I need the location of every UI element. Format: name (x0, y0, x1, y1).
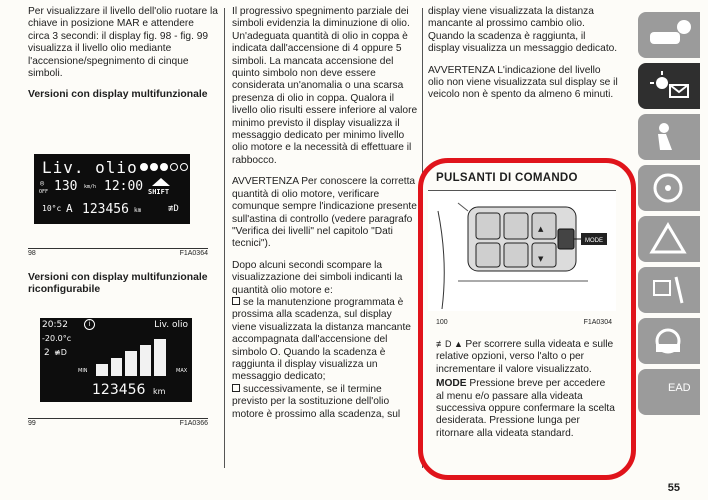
page-number: 55 (667, 482, 680, 494)
lcd99-gear: 2 (44, 348, 50, 358)
chapter-sidebar (638, 12, 708, 420)
section-title: PULSANTI DI COMANDO (436, 172, 578, 184)
tab-driving[interactable] (638, 165, 700, 211)
lcd-display-fig98 (34, 154, 190, 224)
scroll-instruction-text: Per scorrere sulla videata e sulle relative opzioni, verso l'alto o per incrementare il valore visualizzato. (436, 339, 614, 375)
info-icon: i (84, 319, 95, 330)
lcd99-unit: km (153, 387, 166, 396)
after-seconds-paragraph: Dopo alcuni secondi scompare la visualizzazione dei simboli indicanti la quantità olio motore e: (232, 259, 403, 296)
svg-text:▲: ▲ (538, 225, 544, 233)
bullet-box-icon (232, 384, 240, 392)
lcd99-max: MAX (176, 368, 188, 374)
lcd-mode-trip: A (66, 202, 73, 215)
lcd99-min: MIN (78, 368, 88, 374)
svg-text:EAD: EAD (668, 382, 691, 394)
heading-reconfigurable: Versioni con display multifunzionale riconfigurabile (28, 272, 208, 296)
svg-text:▼: ▼ (538, 255, 544, 263)
headlight-icon: ≢D (54, 348, 67, 357)
lcd-speed: 130 (54, 179, 78, 194)
lcd-clock: 12:00 (104, 179, 144, 194)
warning-six-minutes: AVVERTENZA L'indicazione del livello olio non viene visualizzata sul display se il veicolo non è spento da almeno 6 minuti. (428, 64, 618, 101)
fig98-code: F1A0364 (179, 250, 208, 257)
speed-limiter-icon: ◎ (40, 179, 45, 187)
service-car-icon (646, 324, 692, 358)
tab-index[interactable] (638, 369, 700, 415)
wrench-tools-icon (646, 273, 692, 307)
column-1 (28, 6, 218, 108)
bullet-box-icon (232, 297, 240, 305)
fig100-code: F1A0304 (583, 319, 612, 326)
bullet-item-2 (232, 384, 418, 421)
tab-emergency[interactable] (638, 216, 700, 262)
lcd-display-fig99 (40, 318, 192, 402)
column-1-b (28, 272, 218, 303)
steering-wheel-icon (646, 171, 692, 205)
mode-callout-label: MODE (585, 238, 603, 244)
bullet-item-1 (232, 297, 418, 384)
oil-dot (140, 163, 148, 171)
heading-multifunction: Versioni con display multifunzionale (28, 89, 208, 101)
oil-level-bar (140, 345, 152, 376)
tab-car-info[interactable] (638, 12, 700, 58)
oil-dot (180, 163, 188, 171)
headlight-up-icon: ≢D ▲ (436, 339, 466, 349)
warning-light-message-icon (646, 69, 692, 103)
tab-technical-data[interactable] (638, 318, 700, 364)
mode-term: MODE (436, 378, 467, 390)
fig99-number: 99 (28, 420, 36, 427)
car-info-icon (646, 18, 692, 52)
warning-dipstick: AVVERTENZA Per conoscere la corretta quantità di olio motore, verificare comunque sempre l'indicazione presente sull'astina di controllo (vedere paragrafo "Verifica dei livelli" nel capitolo "Dati tecnici"). (232, 176, 417, 250)
oil-dot (160, 163, 168, 171)
column-3 (428, 6, 618, 111)
red-highlight-circle (418, 158, 636, 480)
oil-dot (170, 163, 178, 171)
lcd-odo-unit: km (134, 207, 142, 214)
oil-level-bar (111, 358, 123, 376)
headlight-icon: ≢D (168, 204, 179, 214)
warning-triangle-icon (646, 222, 692, 256)
lcd99-time: 20:52 (42, 320, 68, 330)
lcd99-title: Liv. olio (154, 320, 188, 330)
oil-symbols-paragraph: Il progressivo spegnimento parziale dei simboli evidenzia la diminuzione di olio. Un'adeguata quantità di olio in coppa è indicata dall'accensione di 4 oppure 5 simboli. La mancata accensione del quinto simbolo non deve essere considerata un'anomalia o una scarsa presenza di olio in coppa. Qualora il livello olio risulti essere inferiore al valore minimo previsto il display visualizza il messaggio dedicato per minimo livello olio motore e la necessità di effettuare il rabbocco. (232, 6, 418, 166)
fig98-caption (28, 248, 208, 257)
oil-dot (150, 163, 158, 171)
lcd-speed-unit: km/h (84, 184, 97, 190)
column-divider (224, 8, 225, 468)
oil-level-bar (125, 351, 137, 376)
lcd-off-label: OFF (39, 189, 49, 195)
shift-up-icon (152, 178, 170, 186)
oil-level-bar (154, 339, 166, 376)
lcd99-temp: -20.0°c (42, 334, 72, 343)
fig99-caption (28, 418, 208, 427)
fig100-number: 100 (436, 319, 448, 326)
seat-airbag-icon (646, 120, 692, 154)
fig98-number: 98 (28, 250, 36, 257)
lcd99-odometer: 123456 (92, 382, 146, 398)
bullet-text: se la manutenzione programmata è prossima alla scadenza, sul display viene visualizzata la distanza mancante accompagnata dall'accensione del simbolo O. Quando la scadenza è raggiunta il display visualizza un messaggio dedicato; (232, 296, 411, 383)
mode-instruction-text: Pressione breve per accedere al menu e/o passare alla videata successiva oppure confermare la scelta desiderata. Pressione lunga per ritornare alla videata standard. (436, 378, 615, 439)
oil-level-bar (96, 364, 108, 376)
lcd-odometer: 123456 (82, 202, 129, 217)
fig99-code: F1A0366 (179, 420, 208, 427)
index-letters-icon (646, 375, 692, 409)
bullet-text: successivamente, se il termine previsto per la sostituzione dell'olio motore è prossimo alla scadenza, sul (232, 383, 401, 420)
next-oil-change-paragraph: display viene visualizzata la distanza mancante al prossimo cambio olio. Quando la scadenza è raggiunta, il display visualizza un messaggio dedicato. (428, 6, 618, 55)
column-2 (232, 6, 418, 421)
oil-dots (140, 163, 188, 171)
oil-level-bars (96, 332, 166, 376)
tab-warning-lights[interactable] (638, 63, 700, 109)
tab-maintenance[interactable] (638, 267, 700, 313)
lcd-oil-label: Liv. olio (42, 158, 138, 177)
temperature-icon: 10°c (42, 204, 62, 213)
tab-safety[interactable] (638, 114, 700, 160)
oil-level-intro: Per visualizzare il livello dell'olio ruotare la chiave in posizione MAR e attendere circa 3 secondi: il display fig. 98 - fig. 99 visualizza il livello olio mediante l'accensione/spegnimento di cinque simboli. (28, 6, 218, 80)
lcd-shift-label: SHIFT (148, 188, 170, 196)
